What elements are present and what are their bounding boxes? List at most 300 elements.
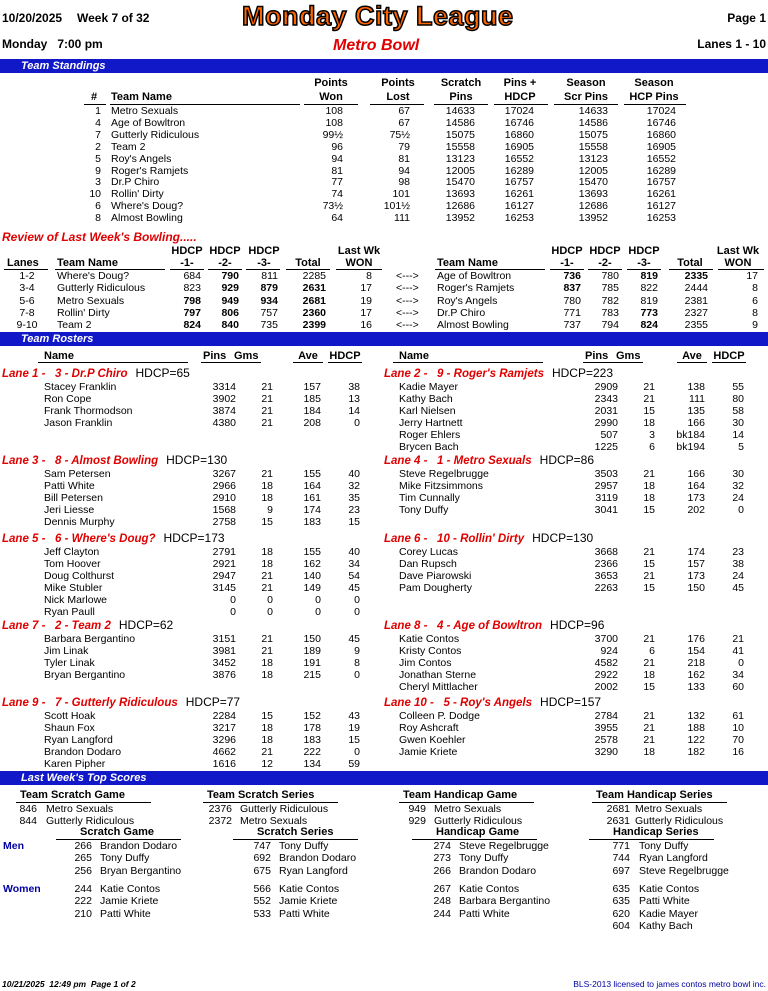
player-name: Sam Petersen	[44, 468, 111, 480]
season-hcp-pins: 17024	[646, 105, 676, 117]
col-header: HDCP	[171, 245, 203, 257]
team-hdcp: HDCP=223	[551, 366, 613, 380]
player-pins: 3653	[594, 570, 618, 582]
top-score-value: 744	[612, 852, 630, 865]
player-games: 15	[261, 516, 273, 528]
player-pins: 3902	[212, 393, 236, 405]
player-hdcp: 59	[348, 758, 360, 770]
season-scr-pins: 12005	[578, 164, 608, 177]
pins-hdcp: 16757	[504, 176, 534, 189]
season-scr-pins: 13952	[578, 212, 608, 225]
player-average: 155	[303, 468, 321, 480]
top-score-value: 267	[433, 883, 451, 895]
player-name: Brycen Bach	[399, 441, 459, 453]
season-hcp-pins: 16905	[646, 140, 676, 153]
score: 736	[563, 270, 581, 282]
player-average: 164	[687, 480, 705, 492]
player-hdcp: 32	[732, 480, 744, 492]
points-won: 8	[752, 306, 758, 319]
player-pins: 2910	[212, 492, 236, 504]
points-won: 74	[331, 188, 343, 201]
score: 782	[601, 294, 619, 307]
score: 811	[261, 270, 278, 282]
lane-header	[2, 453, 227, 467]
player-hdcp: 23	[732, 546, 744, 558]
points-won: 16	[360, 319, 372, 332]
player-games: 21	[261, 582, 273, 594]
top-score-title: Handicap Game	[436, 826, 520, 838]
player-hdcp: 70	[732, 734, 744, 746]
team-number: 9	[95, 164, 101, 177]
player-hdcp: 80	[732, 393, 744, 405]
team-label: 3 - Dr.P Chiro	[45, 368, 128, 380]
top-score-value: 2631	[606, 814, 630, 827]
points-won: 73½	[322, 200, 343, 213]
player-average: 161	[303, 492, 321, 504]
top-score-value: 248	[433, 895, 451, 908]
player-pins: 1568	[212, 504, 236, 516]
player-average: 222	[303, 746, 321, 758]
points-won: 17	[360, 282, 372, 295]
player-average: 174	[687, 546, 705, 558]
player-hdcp: 0	[354, 669, 360, 681]
top-score-bowler: Katie Contos	[279, 883, 340, 895]
player-games: 21	[261, 381, 273, 393]
player-name: Mike Fitzsimmons	[399, 480, 484, 492]
player-average: 149	[303, 582, 321, 594]
player-pins: 3041	[594, 504, 618, 516]
player-games: 6	[649, 645, 655, 657]
top-score-value: 274	[433, 840, 451, 852]
player-games: 3	[649, 429, 655, 441]
top-score-bowler: Jamie Kriete	[100, 895, 159, 908]
team-name: Age of Bowltron	[437, 270, 512, 282]
player-games: 18	[261, 657, 273, 669]
player-games: 18	[261, 558, 273, 570]
player-hdcp: 0	[354, 417, 360, 429]
player-games: 21	[643, 393, 655, 405]
score: 790	[221, 270, 239, 282]
player-games: 9	[267, 504, 273, 516]
col-header: Scratch	[440, 77, 482, 89]
scratch-pins: 14586	[445, 116, 475, 129]
team-hdcp: HDCP=65	[135, 366, 190, 380]
player-hdcp: 23	[348, 504, 360, 516]
lane-header	[384, 695, 601, 709]
score: 2444	[684, 282, 708, 295]
week-label: Week 7 of 32	[77, 11, 150, 25]
col-header: Gms	[234, 350, 259, 362]
team-name: Dr.P Chiro	[437, 306, 486, 319]
score: 2335	[684, 270, 708, 282]
player-name: Barbara Bergantino	[44, 633, 136, 645]
player-games: 18	[643, 669, 655, 681]
player-average: 191	[303, 657, 321, 669]
team-name: Gutterly Ridiculous	[111, 128, 200, 141]
player-pins: 3314	[212, 381, 236, 393]
team-hdcp: HDCP=96	[550, 618, 605, 632]
player-name: Dan Rupsch	[399, 558, 457, 570]
season-hcp-pins: 16289	[646, 164, 676, 177]
score: 2381	[684, 294, 708, 307]
player-hdcp: 8	[354, 657, 360, 669]
report-date: 10/20/2025	[2, 11, 63, 25]
top-score-bowler: Katie Contos	[459, 883, 520, 895]
score: 929	[221, 282, 239, 295]
player-pins: 4662	[212, 746, 236, 758]
bowling-center: Metro Bowl	[333, 37, 420, 54]
col-header: -2-	[218, 257, 232, 269]
lanes: 7-8	[19, 306, 35, 319]
player-games: 21	[643, 710, 655, 722]
player-hdcp: 34	[348, 558, 360, 570]
player-games: 18	[261, 669, 273, 681]
player-name: Bill Petersen	[44, 492, 103, 504]
points-won: 99½	[322, 128, 343, 141]
lane-header	[384, 531, 593, 545]
player-name: Cheryl Mittlacher	[399, 681, 478, 693]
top-score-value: 244	[74, 883, 92, 895]
score: 2327	[684, 306, 708, 319]
team-number: 4	[95, 116, 101, 129]
lanes: 9-10	[16, 319, 38, 332]
team-label: 6 - Where's Doug?	[45, 533, 156, 545]
top-score-bowler: Steve Regelbrugge	[639, 864, 729, 877]
points-won: 6	[752, 294, 758, 307]
player-pins: 3955	[594, 722, 618, 734]
points-lost: 81	[398, 152, 410, 165]
player-average: 218	[687, 657, 705, 669]
player-pins: 2284	[212, 710, 236, 722]
points-lost: 101½	[383, 200, 410, 213]
player-name: Nick Marlowe	[44, 594, 108, 606]
player-average: 182	[687, 746, 705, 758]
player-average: 122	[687, 734, 705, 746]
player-hdcp: 9	[354, 645, 360, 657]
player-pins: 2784	[594, 710, 618, 722]
team-hdcp: HDCP=130	[166, 453, 228, 467]
top-score-value: 244	[433, 907, 451, 920]
season-scr-pins: 15075	[578, 128, 608, 141]
footer-left: 10/21/2025 12:49 pm Page 1 of 2	[2, 979, 136, 989]
player-hdcp: 58	[732, 405, 744, 417]
player-games: 21	[643, 657, 655, 669]
top-score-value: 222	[74, 895, 92, 908]
team-name: Rollin' Dirty	[111, 188, 164, 201]
top-score-value: 533	[253, 907, 271, 920]
player-hdcp: 41	[732, 645, 744, 657]
team-name: Roy's Angels	[437, 294, 498, 307]
player-name: Kristy Contos	[399, 645, 462, 657]
player-hdcp: 5	[738, 441, 744, 453]
team-name: Roy's Angels	[111, 152, 172, 165]
player-games: 15	[643, 681, 655, 693]
season-hcp-pins: 16552	[646, 152, 676, 165]
lanes: 1-2	[19, 270, 35, 282]
season-scr-pins: 14586	[578, 116, 608, 129]
col-header: Pins	[203, 350, 227, 362]
player-pins: 3151	[212, 633, 236, 645]
rosters-bar: Team Rosters	[0, 332, 768, 346]
score: 2355	[684, 319, 708, 332]
team-name: Almost Bowling	[437, 319, 509, 332]
score: 771	[563, 306, 581, 319]
player-games: 15	[261, 710, 273, 722]
score: 824	[183, 319, 201, 332]
lane-header	[384, 366, 613, 380]
score: 783	[601, 306, 619, 319]
top-score-value: 771	[612, 840, 630, 852]
points-won: 108	[325, 116, 343, 129]
player-hdcp: 15	[348, 516, 360, 528]
player-average: 150	[687, 582, 705, 594]
player-pins: 3668	[594, 546, 618, 558]
player-average: 155	[303, 546, 321, 558]
season-hcp-pins: 16757	[646, 176, 676, 189]
score: 773	[640, 306, 658, 319]
season-hcp-pins: 16253	[646, 212, 676, 225]
player-average: 178	[303, 722, 321, 734]
player-average: 173	[687, 492, 705, 504]
standings-bar: Team Standings	[0, 59, 768, 73]
player-pins: 2947	[212, 570, 236, 582]
player-hdcp: 10	[732, 722, 744, 734]
player-pins: 2031	[594, 405, 618, 417]
col-header: Season	[566, 77, 606, 89]
lane-number: Lane 6 -	[384, 533, 428, 545]
player-name: Roy Ashcraft	[399, 722, 459, 734]
score: 2285	[302, 270, 326, 282]
player-pins: 3876	[212, 669, 236, 681]
score: 819	[640, 294, 658, 307]
player-hdcp: 30	[732, 468, 744, 480]
player-pins: 4582	[594, 657, 618, 669]
player-average: 166	[687, 468, 705, 480]
player-hdcp: 14	[732, 429, 744, 441]
top-score-value: 210	[74, 907, 92, 920]
top-score-value: 604	[612, 920, 630, 933]
top-score-value: 747	[253, 840, 271, 852]
player-games: 21	[261, 417, 273, 429]
col-header: Last Wk	[716, 245, 760, 257]
season-scr-pins: 14633	[578, 105, 608, 117]
score: 798	[183, 294, 201, 307]
scratch-pins: 13123	[445, 152, 475, 165]
top-score-value: 2376	[208, 803, 232, 815]
score: 684	[183, 270, 201, 282]
score: 2681	[302, 294, 326, 307]
player-name: Roger Ehlers	[399, 429, 461, 441]
player-pins: 3981	[212, 645, 236, 657]
top-score-bowler: Kadie Mayer	[639, 907, 698, 920]
team-hdcp: HDCP=130	[532, 531, 594, 545]
player-hdcp: 54	[348, 570, 360, 582]
lanes-label: Lanes 1 - 10	[697, 37, 766, 51]
season-scr-pins: 13123	[578, 152, 608, 165]
col-header: #	[91, 91, 98, 103]
points-won: 96	[331, 140, 343, 153]
player-pins: 3267	[212, 468, 236, 480]
player-pins: 3452	[212, 657, 236, 669]
pins-hdcp: 16552	[504, 152, 534, 165]
score: 2631	[302, 282, 326, 295]
team-number: 8	[95, 212, 101, 225]
player-pins: 2791	[212, 546, 236, 558]
player-games: 21	[643, 546, 655, 558]
player-games: 18	[261, 546, 273, 558]
top-score-bowler: Patti White	[100, 907, 151, 920]
team-hdcp: HDCP=173	[163, 531, 225, 545]
top-score-bowler: Patti White	[279, 907, 330, 920]
team-hdcp: HDCP=86	[539, 453, 595, 467]
score: 879	[260, 282, 278, 295]
pins-hdcp: 16905	[504, 140, 534, 153]
top-score-bowler: Bryan Bergantino	[100, 864, 182, 877]
player-hdcp: 19	[348, 722, 360, 734]
team-number: 1	[95, 105, 101, 117]
team-hdcp: HDCP=157	[540, 695, 602, 709]
player-games: 21	[261, 405, 273, 417]
player-games: 18	[643, 492, 655, 504]
player-hdcp: 0	[354, 746, 360, 758]
versus-arrow: <--->	[396, 319, 419, 332]
player-pins: 3296	[212, 734, 236, 746]
col-header: Points	[381, 77, 415, 89]
player-games: 18	[643, 480, 655, 492]
top-score-value: 2372	[208, 814, 232, 827]
score: 757	[260, 306, 278, 319]
team-name: Metro Sexuals	[57, 294, 125, 307]
page-label: Page 1	[727, 11, 766, 25]
top-score-team: Gutterly Ridiculous	[240, 803, 329, 815]
top-score-value: 566	[253, 883, 271, 895]
player-average: 157	[303, 381, 321, 393]
player-name: Mike Stubler	[44, 582, 103, 594]
col-header: HDCP	[209, 245, 241, 257]
col-header: Scr Pins	[563, 91, 609, 103]
lane-header	[2, 531, 225, 545]
player-average: 183	[303, 516, 321, 528]
top-score-value: 635	[612, 883, 630, 895]
player-name: Katie Contos	[399, 633, 460, 645]
player-name: Frank Thormodson	[44, 405, 133, 417]
pins-hdcp: 17024	[504, 105, 534, 117]
lane-header	[2, 366, 190, 380]
lane-number: Lane 7 -	[2, 620, 46, 632]
scratch-pins: 15558	[445, 140, 475, 153]
rule-line	[328, 362, 362, 363]
top-score-value: 949	[408, 803, 426, 815]
rule-line	[393, 362, 543, 363]
player-name: Scott Hoak	[44, 710, 96, 722]
player-average: 162	[303, 558, 321, 570]
top-score-bowler: Patti White	[639, 895, 690, 908]
team-label: 9 - Roger's Ramjets	[427, 368, 544, 380]
top-score-value: 256	[74, 864, 92, 877]
col-header: WON	[345, 257, 373, 269]
top-score-bowler: Tony Duffy	[459, 852, 509, 865]
score: 2399	[302, 319, 326, 332]
col-header: -3-	[257, 257, 271, 269]
lane-number: Lane 1 -	[2, 368, 46, 380]
points-won: 19	[360, 294, 372, 307]
player-pins: 2966	[212, 480, 236, 492]
top-score-team: Metro Sexuals	[240, 814, 308, 827]
col-header: Ave	[298, 350, 318, 362]
versus-arrow: <--->	[396, 294, 419, 307]
player-average: 111	[689, 393, 705, 405]
player-name: Dennis Murphy	[44, 516, 115, 528]
lane-header	[384, 453, 594, 467]
score: 735	[260, 319, 278, 332]
player-average: 0	[315, 594, 321, 606]
team-label: 2 - Team 2	[45, 620, 111, 632]
player-name: Patti White	[44, 480, 95, 492]
lane-number: Lane 4 -	[384, 455, 428, 467]
review-title: Review of Last Week's Bowling.....	[2, 230, 197, 244]
team-hdcp: HDCP=62	[118, 618, 174, 632]
player-average: 202	[687, 504, 705, 516]
top-score-title: Team Scratch Series	[207, 789, 315, 801]
player-hdcp: 14	[348, 405, 360, 417]
player-hdcp: 61	[732, 710, 744, 722]
scratch-pins: 13952	[445, 212, 475, 225]
player-average: 184	[303, 405, 321, 417]
col-header: Name	[44, 350, 74, 362]
pins-hdcp: 16127	[504, 200, 534, 213]
top-scores-bar: Last Week's Top Scores	[0, 771, 768, 785]
col-header: Total	[677, 257, 703, 269]
top-score-value: 675	[253, 864, 271, 877]
score: 780	[563, 294, 581, 307]
versus-arrow: <--->	[396, 270, 419, 282]
player-pins: 2957	[594, 480, 618, 492]
score: 823	[183, 282, 201, 295]
rule-line	[712, 362, 746, 363]
col-header: Lost	[386, 91, 410, 103]
player-name: Dave Piarowski	[399, 570, 472, 582]
top-score-bowler: Tony Duffy	[279, 840, 329, 852]
points-lost: 101	[392, 188, 410, 201]
team-number: 6	[95, 200, 101, 213]
player-games: 15	[643, 405, 655, 417]
player-average: 133	[687, 681, 705, 693]
col-header: -1-	[180, 257, 194, 269]
player-games: 21	[643, 468, 655, 480]
player-games: 21	[643, 734, 655, 746]
top-score-bowler: Steve Regelbrugge	[459, 840, 549, 852]
team-number: 5	[95, 152, 101, 165]
col-header: Pins	[585, 350, 609, 362]
col-header: Ave	[682, 350, 702, 362]
col-header: Team Name	[437, 257, 498, 269]
player-games: 18	[643, 746, 655, 758]
points-lost: 94	[398, 164, 410, 177]
col-header: Pins	[449, 91, 473, 103]
score: 824	[640, 319, 658, 332]
player-name: Ryan Langford	[44, 734, 113, 746]
player-games: 21	[261, 746, 273, 758]
score: 780	[601, 270, 619, 282]
lane-header	[2, 618, 173, 632]
lane-number: Lane 8 -	[384, 620, 428, 632]
top-score-value: 273	[433, 852, 451, 865]
player-name: Stacey Franklin	[44, 381, 117, 393]
score: 840	[221, 319, 239, 332]
player-hdcp: 35	[348, 492, 360, 504]
top-score-value: 929	[408, 814, 426, 827]
lane-number: Lane 9 -	[2, 697, 46, 709]
